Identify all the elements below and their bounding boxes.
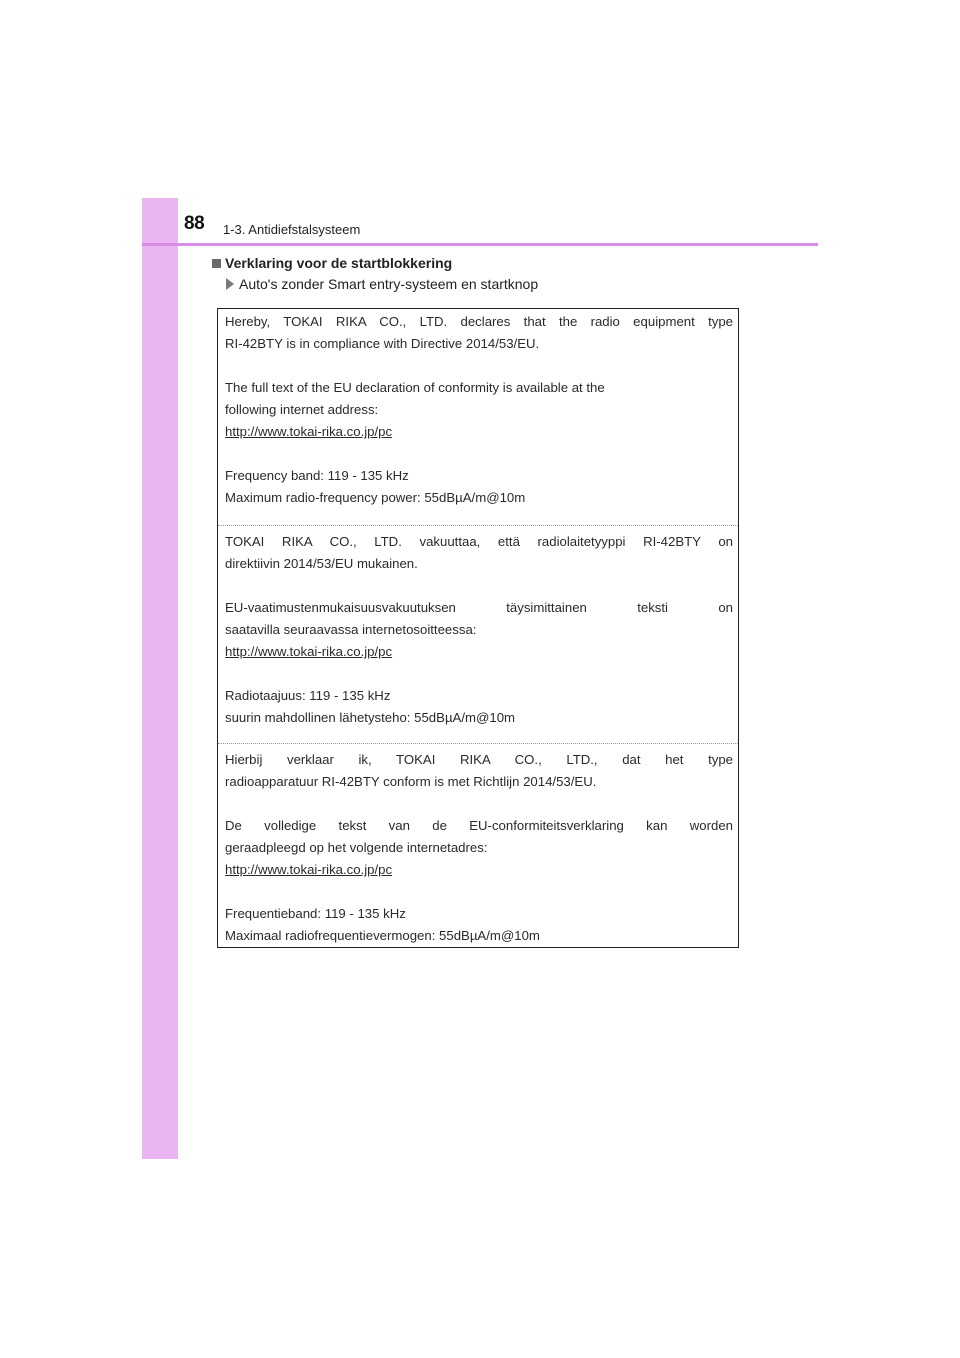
declaration-finnish: [225, 531, 733, 729]
declaration-box: [217, 308, 739, 948]
dutch-text-line2: geraadpleegd op het volgende internetadres:: [225, 840, 488, 855]
spacer: [225, 575, 733, 597]
side-color-band: [142, 198, 178, 1159]
english-url-link[interactable]: http://www.tokai-rika.co.jp/pc: [225, 424, 393, 439]
triangle-bullet-icon: [226, 278, 234, 290]
spacer: [225, 443, 733, 465]
dutch-frequency: Frequentieband: 119 - 135 kHz: [225, 906, 406, 921]
english-frequency: Frequency band: 119 - 135 kHz: [225, 468, 409, 483]
finnish-frequency: Radiotaajuus: 119 - 135 kHz: [225, 688, 391, 703]
dutch-intro-line1: Hierbij verklaar ik, TOKAI RIKA CO., LTD., dat het type: [225, 752, 733, 767]
finnish-power: suurin mahdollinen lähetysteho: 55dBµA/m@10m: [225, 710, 516, 725]
finnish-intro-line1: TOKAI RIKA CO., LTD. vakuuttaa, että radiolaitetyyppi RI-42BTY on: [225, 534, 733, 549]
spacer: [225, 355, 733, 377]
english-text-line2: following internet address:: [225, 402, 379, 417]
finnish-text-line1: EU-vaatimustenmukaisuusvakuutuksen täysimittainen teksti on: [225, 600, 733, 615]
header-rule: [142, 243, 818, 246]
page-number: 88: [184, 213, 205, 234]
dutch-text-line1: De volledige tekst van de EU-conformiteitsverklaring kan worden: [225, 818, 733, 833]
section-title: 1-3. Antidiefstalsysteem: [223, 222, 361, 237]
spacer: [225, 793, 733, 815]
declaration-dutch: [225, 749, 733, 947]
block-divider: [218, 525, 738, 526]
english-text-line1: The full text of the EU declaration of conformity is available at the: [225, 380, 605, 395]
square-bullet-icon: [212, 259, 221, 268]
section-heading-text: Verklaring voor de startblokkering: [225, 255, 453, 271]
finnish-url-link[interactable]: http://www.tokai-rika.co.jp/pc: [225, 644, 393, 659]
section-subheading-text: Auto's zonder Smart entry-systeem en startknop: [239, 276, 539, 292]
english-intro-line2: RI-42BTY is in compliance with Directive 2014/53/EU.: [225, 336, 540, 351]
dutch-intro-line2: radioapparatuur RI-42BTY conform is met Richtlijn 2014/53/EU.: [225, 774, 597, 789]
english-power: Maximum radio-frequency power: 55dBµA/m@10m: [225, 490, 526, 505]
declaration-english: [225, 311, 733, 509]
english-intro-line1: Hereby, TOKAI RIKA CO., LTD. declares that the radio equipment type: [225, 314, 733, 329]
dutch-url-link[interactable]: http://www.tokai-rika.co.jp/pc: [225, 862, 393, 877]
spacer: [225, 881, 733, 903]
finnish-intro-line2: direktiivin 2014/53/EU mukainen.: [225, 556, 418, 571]
section-subheading: [226, 276, 538, 292]
block-divider: [218, 743, 738, 744]
finnish-text-line2: saatavilla seuraavassa internetosoitteessa:: [225, 622, 477, 637]
dutch-power: Maximaal radiofrequentievermogen: 55dBµA/m@10m: [225, 928, 540, 943]
spacer: [225, 663, 733, 685]
section-heading: [212, 255, 452, 271]
